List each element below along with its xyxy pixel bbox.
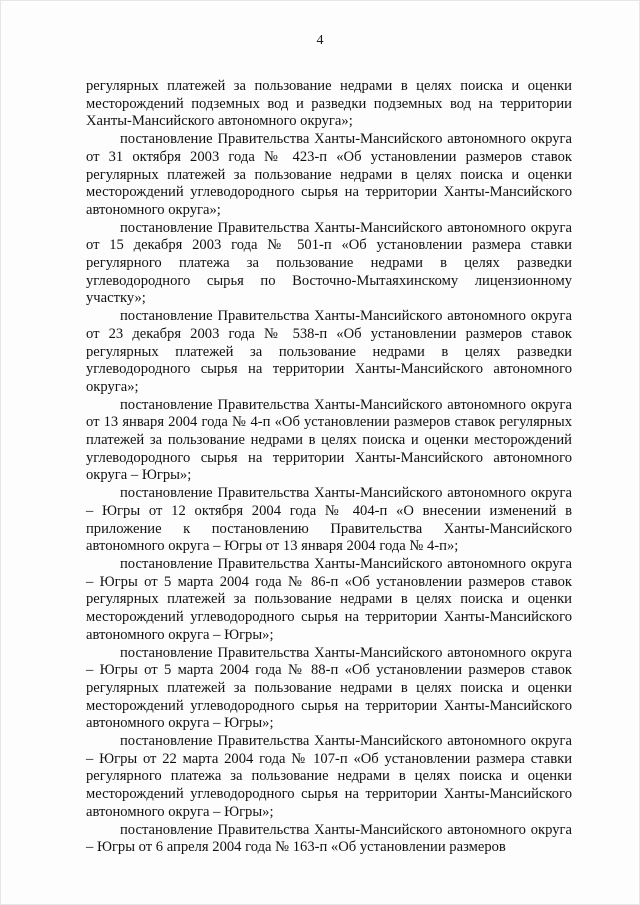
paragraph-resolution-423p: постановление Правительства Ханты-Мансийского автономного округа от 31 октября 2003 года № 423-п «Об установлении размеров ставок регулярных платежей за пользование недрами в целях поиска и оценки месторождений углеводородного сырья на территории Ханты-Мансийского автономного округа»; [86,131,572,218]
paragraph-resolution-86p: постановление Правительства Ханты-Мансийского автономного округа – Югры от 5 марта 2004 года № 86-п «Об установлении размеров ставок регулярных платежей за пользование недрами в целях поиска и оценки месторождений углеводородного сырья на территории Ханты-Мансийского автономного округа – Югры»; [86,555,572,643]
paragraph-continuation: регулярных платежей за пользование недрами в целях поиска и оценки месторождений подземных вод и разведки подземных вод на территории Ханты-Мансийского автономного округа»; [86,78,572,130]
paragraph-resolution-404p: постановление Правительства Ханты-Мансийского автономного округа – Югры от 12 октября 2004 года № 404-п «О внесении изменений в приложение к постановлению Правительства Ханты-Мансийского автономного округа – Югры от 13 января 2004 года № 4-п»; [86,485,572,555]
paragraph-resolution-538p: постановление Правительства Ханты-Мансийского автономного округа от 23 декабря 2003 года № 538-п «Об установлении размеров ставок регулярных платежей за пользование недрами в целях разведки углеводородного сырья на территории Ханты-Мансийского автономного округа»; [86,308,572,395]
document-body [86,78,572,857]
page-number: 4 [316,33,324,48]
paragraph-resolution-107p: постановление Правительства Ханты-Мансийского автономного округа – Югры от 22 марта 2004 года № 107-п «Об установлении размера ставки регулярного платежа за пользование недрами в целях поиска и оценки месторождений углеводородного сырья на территории Ханты-Мансийского автономного округа – Югры»; [86,733,572,820]
paragraph-resolution-163p: постановление Правительства Ханты-Мансийского автономного округа – Югры от 6 апреля 2004 года № 163-п «Об установлении размеров [86,821,572,856]
paragraph-resolution-501p: постановление Правительства Ханты-Мансийского автономного округа от 15 декабря 2003 года № 501-п «Об установлении размера ставки регулярного платежа за пользование недрами в целях разведки углеводородного сырья по Восточно-Мытаяхинскому лицензионному участку»; [86,219,572,307]
paragraph-resolution-4p: постановление Правительства Ханты-Мансийского автономного округа от 13 января 2004 года № 4-п «Об установлении размеров ставок регулярных платежей за пользование недрами в целях поиска и оценки месторождений углеводородного сырья на территории Ханты-Мансийского автономного округа – Югры»; [86,396,572,484]
paragraph-resolution-88p: постановление Правительства Ханты-Мансийского автономного округа – Югры от 5 марта 2004 года № 88-п «Об установлении размеров ставок регулярных платежей за пользование недрами в целях поиска и оценки месторождений углеводородного сырья на территории Ханты-Мансийского автономного округа – Югры»; [86,644,572,732]
